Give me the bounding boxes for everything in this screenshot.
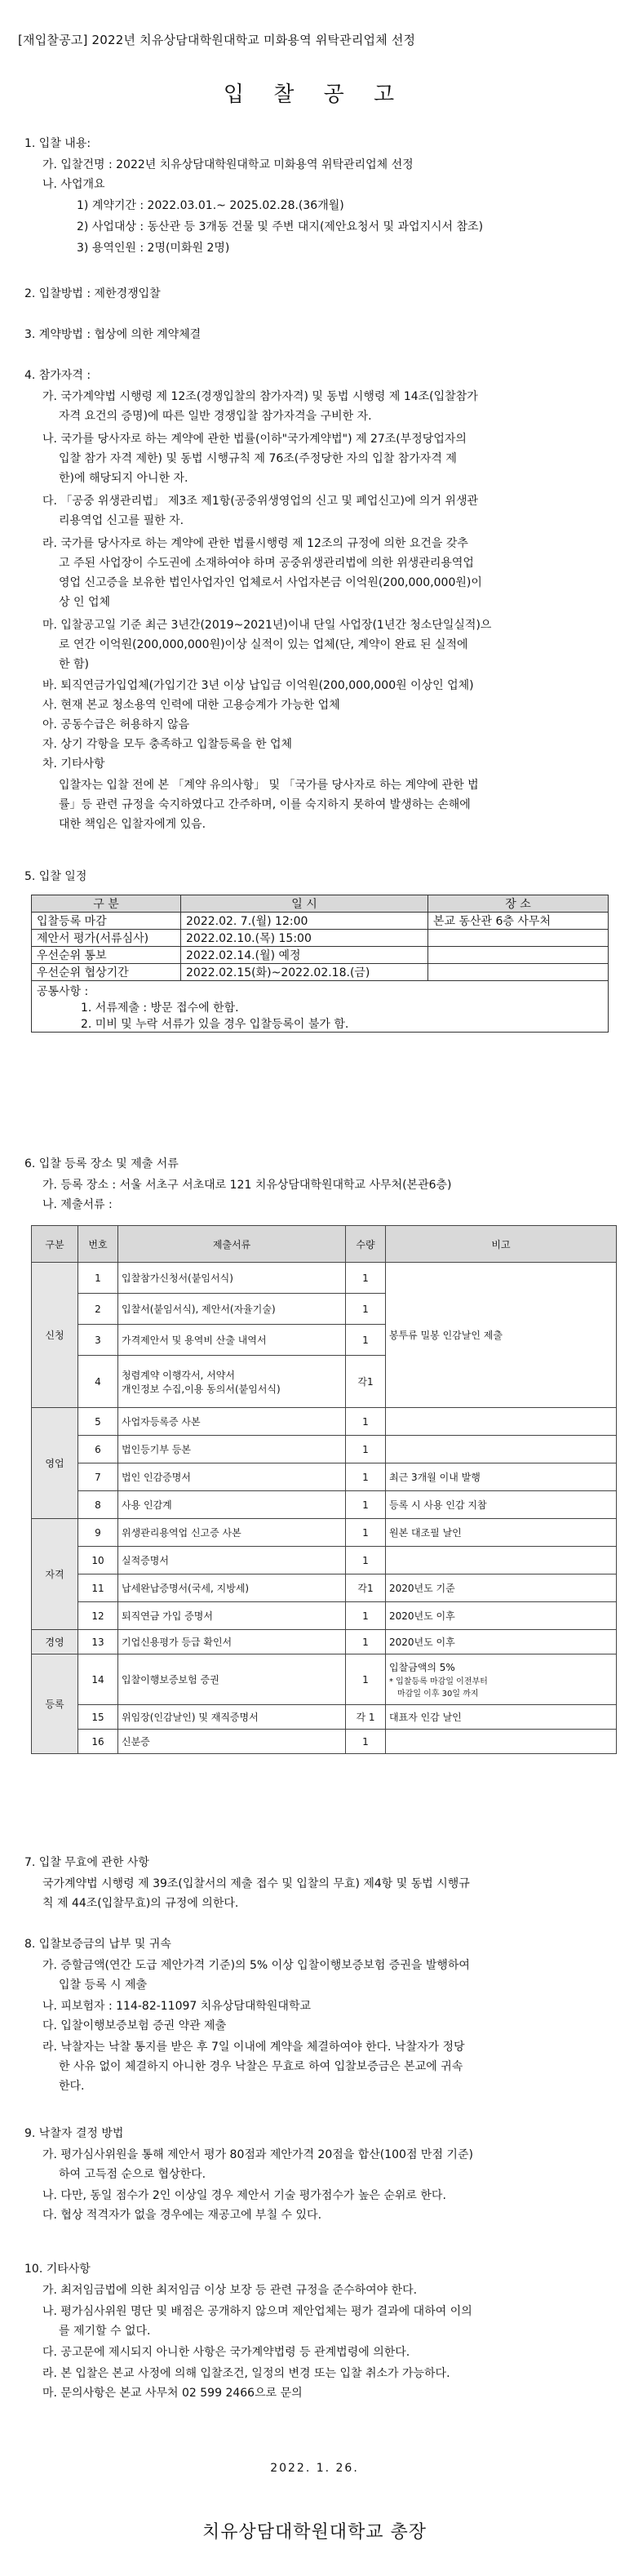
remark-cell: 봉투류 밀봉 인감날인 제출 bbox=[386, 1263, 617, 1408]
table-row bbox=[32, 1654, 617, 1705]
cell: 실적증명서 bbox=[118, 1547, 346, 1574]
cell: 2022.02.10.(목) 15:00 bbox=[181, 930, 428, 947]
s3-line: 3. 계약방법 : 협상에 의한 계약체결 bbox=[24, 328, 202, 341]
col-header: 번호 bbox=[78, 1226, 118, 1263]
cell: 1 bbox=[346, 1263, 386, 1294]
table-row bbox=[32, 1263, 617, 1294]
s4-line: 자. 상기 각항을 모두 충족하고 입찰등록을 한 업체 bbox=[42, 738, 293, 751]
cell: 10 bbox=[78, 1547, 118, 1574]
cell: 제안서 평가(서류심사) bbox=[32, 930, 181, 947]
table-header-row bbox=[32, 1226, 617, 1263]
cell: 1 bbox=[346, 1730, 386, 1754]
col-header: 장 소 bbox=[428, 895, 609, 913]
table-row bbox=[32, 913, 609, 930]
remark-cell: 2020년도 이후 bbox=[386, 1630, 617, 1654]
table-row bbox=[32, 1408, 617, 1436]
cell: 14 bbox=[78, 1654, 118, 1705]
signature-line: 치유상담대학원대학교 총장 bbox=[202, 2522, 427, 2543]
s7-line: 칙 제 44조(입찰무효)의 규정에 의한다. bbox=[42, 1897, 239, 1910]
cell: 퇴직연금 가입 증명서 bbox=[118, 1602, 346, 1630]
remark-cell: 대표자 인감 날인 bbox=[386, 1705, 617, 1730]
s4-line: 리용역업 신고를 필한 자. bbox=[59, 514, 184, 527]
s4-line: 바. 퇴직연금가입업체(가입기간 3년 이상 납입금 이억원(200,000,000원 이상인 업체) bbox=[42, 679, 474, 692]
s8-line: 나. 피보험자 : 114-82-11097 치유상담대학원대학교 bbox=[42, 2000, 312, 2013]
cell: 청렴계약 이행각서, 서약서 개인정보 수집,이용 동의서(붙임서식) bbox=[118, 1356, 346, 1408]
cell: 1 bbox=[78, 1263, 118, 1294]
s4-line: 영업 신고증을 보유한 법인사업자인 업체로서 사업자본금 이억원(200,000,000원)이 bbox=[59, 576, 482, 589]
s4-line: 라. 국가를 당사자로 하는 계약에 관한 법률시행령 제 12조의 규정에 의한 요건을 갖추 bbox=[42, 537, 468, 550]
s4-line: 고 주된 사업장이 수도권에 소재하여야 하며 공중위생관리법에 의한 위생관리용역업 bbox=[59, 557, 474, 570]
col-header: 구 분 bbox=[32, 895, 181, 913]
table-row bbox=[32, 1436, 617, 1463]
remark-cell bbox=[386, 1436, 617, 1463]
table-header-row bbox=[32, 895, 609, 913]
notes-heading: 공통사항 : bbox=[37, 985, 89, 998]
table-row bbox=[32, 1630, 617, 1654]
s1-b3: 3) 용역인원 : 2명(미화원 2명) bbox=[77, 242, 230, 255]
cell: 16 bbox=[78, 1730, 118, 1754]
table-row bbox=[32, 1730, 617, 1754]
s4-line: 마. 입찰공고일 기준 최근 3년간(2019~2021년)이내 단일 사업장(1년간 청소단일실적)으 bbox=[42, 619, 492, 632]
s8-line: 가. 증할금액(연간 도급 제안가격 기준)의 5% 이상 입찰이행보증보험 증권을 발행하여 bbox=[42, 1959, 470, 1972]
s4-line: 사. 현재 본교 청소용역 인력에 대한 고용승계가 가능한 업체 bbox=[42, 699, 340, 712]
s9-line: 하여 고득점 순으로 협상한다. bbox=[59, 2168, 206, 2181]
cell: 8 bbox=[78, 1491, 118, 1519]
s6-b: 나. 제출서류 : bbox=[42, 1198, 113, 1211]
cell: 입찰참가신청서(붙임서식) bbox=[118, 1263, 346, 1294]
table-row bbox=[32, 964, 609, 981]
cell: 1 bbox=[346, 1408, 386, 1436]
group-cell: 영업 bbox=[32, 1408, 78, 1519]
cell: 우선순위 통보 bbox=[32, 947, 181, 964]
cell: 1 bbox=[346, 1325, 386, 1356]
schedule-table bbox=[31, 895, 609, 1033]
documents-table bbox=[31, 1225, 617, 1754]
remark-cell: 등록 시 사용 인감 지참 bbox=[386, 1491, 617, 1519]
cell: 9 bbox=[78, 1519, 118, 1547]
table-row bbox=[32, 1574, 617, 1602]
s4-heading: 4. 참가자격 : bbox=[24, 369, 91, 382]
group-cell: 자격 bbox=[32, 1519, 78, 1630]
remark-cell bbox=[386, 1730, 617, 1754]
announcement-date: 2022. 1. 26. bbox=[270, 2462, 359, 2475]
cell: 위생관리용역업 신고증 사본 bbox=[118, 1519, 346, 1547]
s4-line: 다. 「공중 위생관리법」 제3조 제1항(공중위생영업의 신고 및 폐업신고)에 의거 위생관 bbox=[42, 495, 479, 508]
s9-heading: 9. 낙찰자 결정 방법 bbox=[24, 2127, 124, 2140]
cell: 1 bbox=[346, 1602, 386, 1630]
s10-line: 가. 최저임금법에 의한 최저임금 이상 보장 등 관련 규정을 준수하여야 한다. bbox=[42, 2284, 418, 2297]
cell: 입찰서(붙임서식), 제안서(자율기술) bbox=[118, 1294, 346, 1325]
s1-heading: 1. 입찰 내용: bbox=[24, 137, 91, 150]
cell: 5 bbox=[78, 1408, 118, 1436]
s2-line: 2. 입찰방법 : 제한경쟁입찰 bbox=[24, 287, 161, 300]
s4-line: 차. 기타사항 bbox=[42, 757, 105, 771]
s10-line: 라. 본 입찰은 본교 사정에 의해 입찰조건, 일정의 변경 또는 입찰 취소가 가능하다. bbox=[42, 2367, 450, 2380]
remark-cell bbox=[386, 1654, 617, 1705]
cell: 2 bbox=[78, 1294, 118, 1325]
cell: 1 bbox=[346, 1547, 386, 1574]
cell: 각 1 bbox=[346, 1705, 386, 1730]
s7-line: 국가계약법 시행령 제 39조(입찰서의 제출 접수 및 입찰의 무효) 제4항 및 동법 시행규 bbox=[42, 1877, 470, 1890]
s4-line: 입찰 참가 자격 제한) 및 동법 시행규칙 제 76조(주정당한 자의 입찰 참가자격 제 bbox=[59, 452, 457, 465]
col-header: 제출서류 bbox=[118, 1226, 346, 1263]
s4-line: 대한 책임은 입찰자에게 있음. bbox=[59, 818, 206, 831]
s4-line: 입찰자는 입찰 전에 본 「계약 유의사항」 및 「국가를 당사자로 하는 계약에 관한 법 bbox=[59, 779, 479, 792]
cell: 입찰등록 마감 bbox=[32, 913, 181, 930]
cell: 2022.02.14.(월) 예정 bbox=[181, 947, 428, 964]
table-row bbox=[32, 1463, 617, 1491]
cell: 기업신용평가 등급 확인서 bbox=[118, 1630, 346, 1654]
col-header: 일 시 bbox=[181, 895, 428, 913]
cell: 7 bbox=[78, 1463, 118, 1491]
table-row bbox=[32, 947, 609, 964]
cell bbox=[428, 964, 609, 981]
s10-line: 나. 평가심사위원 명단 및 배점은 공개하지 않으며 제안업체는 평가 결과에 대하여 이의 bbox=[42, 2305, 472, 2318]
table-row bbox=[32, 1547, 617, 1574]
cell: 각1 bbox=[346, 1574, 386, 1602]
s1-b2: 2) 사업대상 : 동산관 등 3개동 건물 및 주변 대지(제안요청서 및 과업지시서 참조) bbox=[77, 220, 484, 233]
cell: 1 bbox=[346, 1654, 386, 1705]
s4-line: 가. 국가계약법 시행령 제 12조(경쟁입찰의 참가자격) 및 동법 시행령 제 14조(입찰참가 bbox=[42, 390, 478, 403]
cell: 위임장(인감날인) 및 재직증명서 bbox=[118, 1705, 346, 1730]
page-title: 입 찰 공 고 bbox=[223, 82, 406, 107]
remark-cell bbox=[386, 1408, 617, 1436]
cell: 가격제안서 및 용역비 산출 내역서 bbox=[118, 1325, 346, 1356]
cell: 납세완납증명서(국세, 지방세) bbox=[118, 1574, 346, 1602]
s1-b1: 1) 계약기간 : 2022.03.01.~ 2025.02.28.(36개월) bbox=[77, 199, 344, 212]
cell: 법인 인감증명서 bbox=[118, 1463, 346, 1491]
s4-line: 아. 공동수급은 허용하지 않음 bbox=[42, 718, 190, 731]
note-item: 1. 서류제출 : 방문 접수에 한함. bbox=[81, 1002, 239, 1015]
s6-a: 가. 등록 장소 : 서울 서초구 서초대로 121 치유상담대학원대학교 사무처(본관6층) bbox=[42, 1179, 452, 1192]
cell: 본교 동산관 6층 사무처 bbox=[428, 913, 609, 930]
cell bbox=[428, 930, 609, 947]
s5-heading: 5. 입찰 일정 bbox=[24, 870, 87, 883]
group-cell: 경영 bbox=[32, 1630, 78, 1654]
s8-line: 라. 낙찰자는 낙찰 통지를 받은 후 7일 이내에 계약을 체결하여야 한다. 낙찰자가 정당 bbox=[42, 2041, 465, 2054]
remark-cell: 2020년도 기준 bbox=[386, 1574, 617, 1602]
table-row bbox=[32, 1491, 617, 1519]
cell: 4 bbox=[78, 1356, 118, 1408]
cell: 1 bbox=[346, 1491, 386, 1519]
cell: 3 bbox=[78, 1325, 118, 1356]
s8-line: 입찰 등록 시 제출 bbox=[59, 1979, 148, 1992]
s8-line: 한 사유 없이 체결하지 아니한 경우 낙찰은 무효로 하여 입찰보증금은 본교에 귀속 bbox=[59, 2060, 463, 2073]
cell: 사업자등록증 사본 bbox=[118, 1408, 346, 1436]
s4-line: 률」등 관련 규정을 숙지하였다고 간주하며, 이를 숙지하지 못하여 발생하는 손해에 bbox=[59, 798, 471, 811]
cell: 12 bbox=[78, 1602, 118, 1630]
s4-line: 한)에 해당되지 아니한 자. bbox=[59, 472, 188, 485]
s8-line: 한다. bbox=[59, 2080, 85, 2093]
notes-cell bbox=[32, 981, 609, 1033]
s8-heading: 8. 입찰보증금의 납부 및 귀속 bbox=[24, 1938, 171, 1951]
s6-heading: 6. 입찰 등록 장소 및 제출 서류 bbox=[24, 1157, 179, 1170]
table-row bbox=[32, 1602, 617, 1630]
cell: 1 bbox=[346, 1519, 386, 1547]
cell: 법인등기부 등본 bbox=[118, 1436, 346, 1463]
table-row bbox=[32, 930, 609, 947]
remark-line: * 입찰등록 마감일 이전부터 bbox=[389, 1677, 488, 1686]
s4-line: 한 함) bbox=[59, 658, 89, 671]
s10-line: 다. 공고문에 제시되지 아니한 사항은 국가계약법령 등 관계법령에 의한다. bbox=[42, 2346, 410, 2359]
group-cell: 신청 bbox=[32, 1263, 78, 1408]
remark-cell: 최근 3개월 이내 발행 bbox=[386, 1463, 617, 1491]
s4-line: 상 인 업체 bbox=[59, 596, 110, 609]
s9-line: 나. 다만, 동일 점수가 2인 이상일 경우 제안서 기술 평가점수가 높은 순위로 한다. bbox=[42, 2189, 446, 2202]
s1-a: 가. 입찰건명 : 2022년 치유상담대학원대학교 미화용역 위탁관리업체 선정 bbox=[42, 158, 414, 171]
cell: 신분증 bbox=[118, 1730, 346, 1754]
remark-cell: 2020년도 이후 bbox=[386, 1602, 617, 1630]
s9-line: 다. 협상 적격자가 없을 경우에는 재공고에 부칠 수 있다. bbox=[42, 2209, 322, 2222]
cell: 2022.02.15(화)~2022.02.18.(금) bbox=[181, 964, 428, 981]
s10-line: 마. 문의사항은 본교 사무처 02 599 2466으로 문의 bbox=[42, 2387, 303, 2400]
cell: 입찰이행보증보험 증권 bbox=[118, 1654, 346, 1705]
s7-heading: 7. 입찰 무효에 관한 사항 bbox=[24, 1856, 149, 1869]
cell: 1 bbox=[346, 1630, 386, 1654]
cell: 사용 인감계 bbox=[118, 1491, 346, 1519]
cell: 13 bbox=[78, 1630, 118, 1654]
cell: 각1 bbox=[346, 1356, 386, 1408]
s10-line: 를 제기할 수 없다. bbox=[59, 2325, 151, 2338]
remark-cell: 원본 대조필 날인 bbox=[386, 1519, 617, 1547]
note-item: 2. 미비 및 누락 서류가 있을 경우 입찰등록이 불가 함. bbox=[81, 1018, 349, 1031]
s4-line: 나. 국가를 당사자로 하는 계약에 관한 법률(이하"국가계약법") 제 27조(부정당업자의 bbox=[42, 433, 467, 446]
col-header: 구분 bbox=[32, 1226, 78, 1263]
cell: 1 bbox=[346, 1436, 386, 1463]
cell: 우선순위 협상기간 bbox=[32, 964, 181, 981]
s1-b: 나. 사업개요 bbox=[42, 178, 105, 191]
cell: 1 bbox=[346, 1463, 386, 1491]
cell: 2022.02. 7.(월) 12:00 bbox=[181, 913, 428, 930]
col-header: 수량 bbox=[346, 1226, 386, 1263]
group-cell: 등록 bbox=[32, 1654, 78, 1754]
cell: 1 bbox=[346, 1294, 386, 1325]
header-line: [재입찰공고] 2022년 치유상담대학원대학교 미화용역 위탁관리업체 선정 bbox=[18, 33, 416, 47]
remark-line: 입찰금액의 5% bbox=[389, 1662, 455, 1673]
cell: 6 bbox=[78, 1436, 118, 1463]
cell: 15 bbox=[78, 1705, 118, 1730]
s4-line: 로 연간 이억원(200,000,000원)이상 실적이 있는 업체(단, 계약이 완료 된 실적에 bbox=[59, 638, 468, 651]
table-row bbox=[32, 981, 609, 1033]
s9-line: 가. 평가심사위원을 통해 제안서 평가 80점과 제안가격 20점을 합산(100점 만점 기준) bbox=[42, 2148, 473, 2161]
cell bbox=[428, 947, 609, 964]
cell: 11 bbox=[78, 1574, 118, 1602]
table-row bbox=[32, 1519, 617, 1547]
s10-heading: 10. 기타사항 bbox=[24, 2263, 91, 2276]
s4-line: 자격 요건의 증명)에 따른 일반 경쟁입찰 참가자격을 구비한 자. bbox=[59, 410, 372, 423]
col-header: 비고 bbox=[386, 1226, 617, 1263]
s8-line: 다. 입찰이행보증보험 증권 약관 제출 bbox=[42, 2019, 227, 2032]
remark-line: 마감일 이후 30일 까지 bbox=[397, 1690, 479, 1699]
remark-cell bbox=[386, 1547, 617, 1574]
table-row bbox=[32, 1705, 617, 1730]
